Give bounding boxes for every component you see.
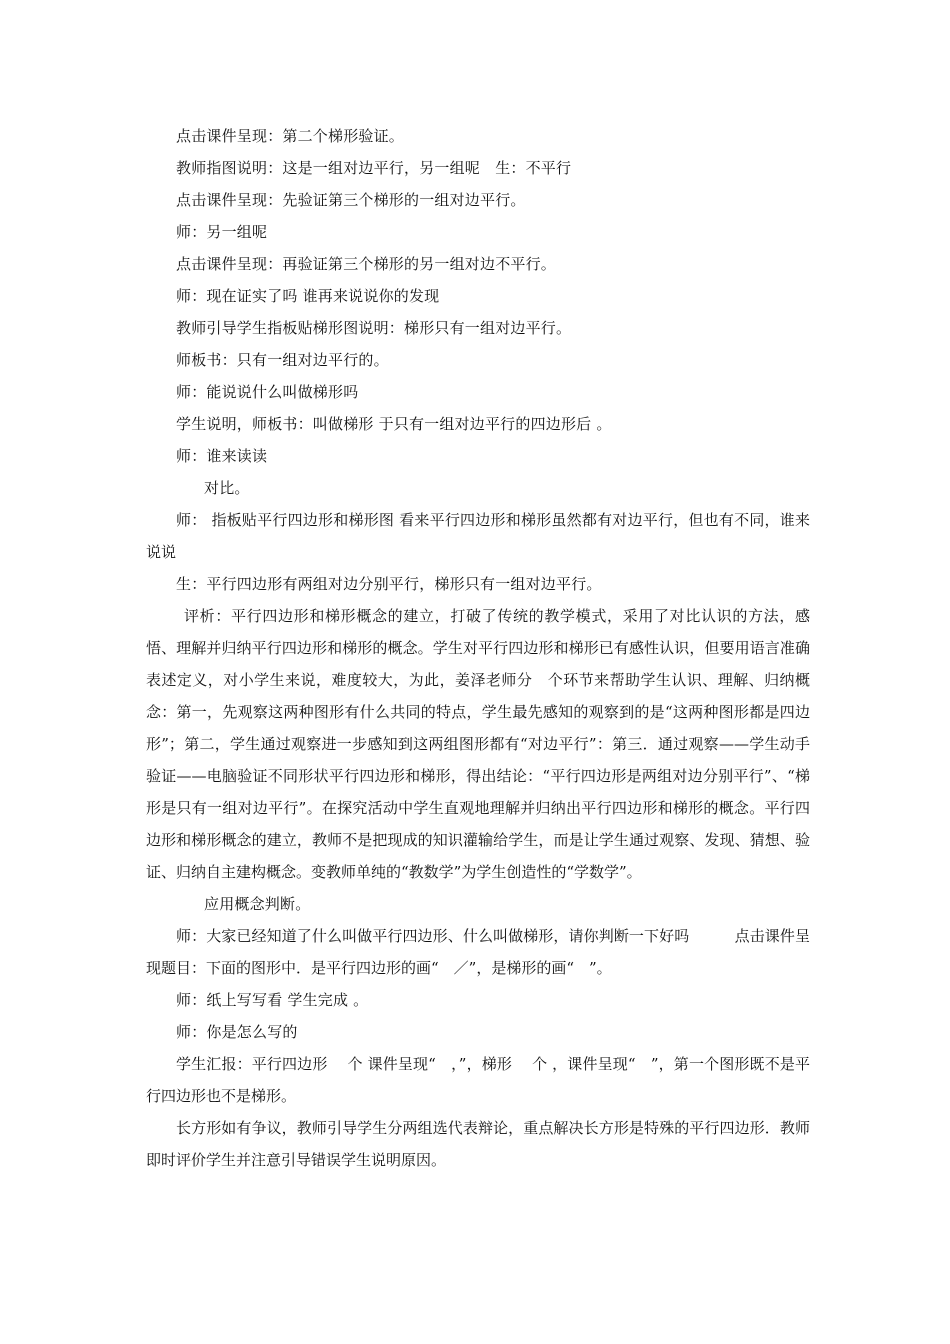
paragraph-5: 点击课件呈现：再验证第三个梯形的另一组对边不平行。 (176, 255, 557, 273)
paragraph-11: 师：谁来读读 (176, 447, 268, 465)
section-heading-contrast: 对比。 (204, 479, 250, 497)
paragraph-8: 师板书：只有一组对边平行的。 (176, 351, 389, 369)
paragraph-3: 点击课件呈现：先验证第三个梯形的一组对边平行。 (176, 191, 526, 209)
section-heading-application: 应用概念判断。 (204, 895, 311, 913)
document-body (146, 120, 810, 1176)
paragraph-14: 生：平行四边形有两组对边分别平行，梯形只有一组对边平行。 (176, 575, 602, 593)
paragraph-6: 师：现在证实了吗 谁再来说说你的发现 (176, 287, 440, 305)
paragraph-2: 教师指图说明：这是一组对边平行，另一组呢 生：不平行 (176, 159, 572, 177)
paragraph-18: 师：纸上写写看 学生完成 。 (176, 991, 369, 1009)
paragraph-20: 学生汇报：平行四边形 个 课件呈现“ ，”，梯形 个 ，课件呈现“ ”，第一个图形既不是平行四边形也不是梯形。 (146, 1055, 810, 1105)
paragraph-10: 学生说明，师板书：叫做梯形 于只有一组对边平行的四边形后 。 (176, 415, 612, 433)
paragraph-19: 师：你是怎么写的 (176, 1023, 298, 1041)
analysis-paragraph: 评析：平行四边形和梯形概念的建立，打破了传统的教学模式，采用了对比认识的方法，感悟、理解并归纳平行四边形和梯形的概念。学生对平行四边形和梯形已有感性认识，但要用语言准确表述定义，对小学生来说，难度较大，为此，姜泽老师分 个环节来帮助学生认识、理解、归纳概念：第一，先观察这两种图形有什么共同的特点，学生最先感知的观察到的是“这两种图形都是四边形”；第二，学生通过观察进一步感知到这两组图形都有“对边平行”：第三．通过观察——学生动手验证——电脑验证不同形状平行四边形和梯形，得出结论：“平行四边形是两组对边分别平行”、“梯形是只有一组对边平行”。在探究活动中学生直观地理解并归纳出平行四边形和梯形的概念。平行四边形和梯形概念的建立，教师不是把现成的知识灌输给学生，而是让学生通过观察、发现、猜想、验证、归纳自主建构概念。变教师单纯的“教数学”为学生创造性的“学数学”。 (146, 607, 810, 881)
paragraph-17: 师：大家已经知道了什么叫做平行四边形、什么叫做梯形，请你判断一下好吗 点击课件呈现题目：下面的图形中．是平行四边形的画“ ／”，是梯形的画“ ”。 (146, 927, 810, 977)
paragraph-21: 长方形如有争议，教师引导学生分两组选代表辩论，重点解决长方形是特殊的平行四边形．教师即时评价学生并注意引导错误学生说明原因。 (146, 1119, 810, 1169)
paragraph-9: 师：能说说什么叫做梯形吗 (176, 383, 359, 401)
paragraph-7: 教师引导学生指板贴梯形图说明：梯形只有一组对边平行。 (176, 319, 572, 337)
paragraph-13: 师： 指板贴平行四边形和梯形图 看来平行四边形和梯形虽然都有对边平行，但也有不同，谁来说说 (146, 511, 810, 561)
paragraph-4: 师：另一组呢 (176, 223, 268, 241)
paragraph-1: 点击课件呈现：第二个梯形验证。 (176, 127, 405, 145)
